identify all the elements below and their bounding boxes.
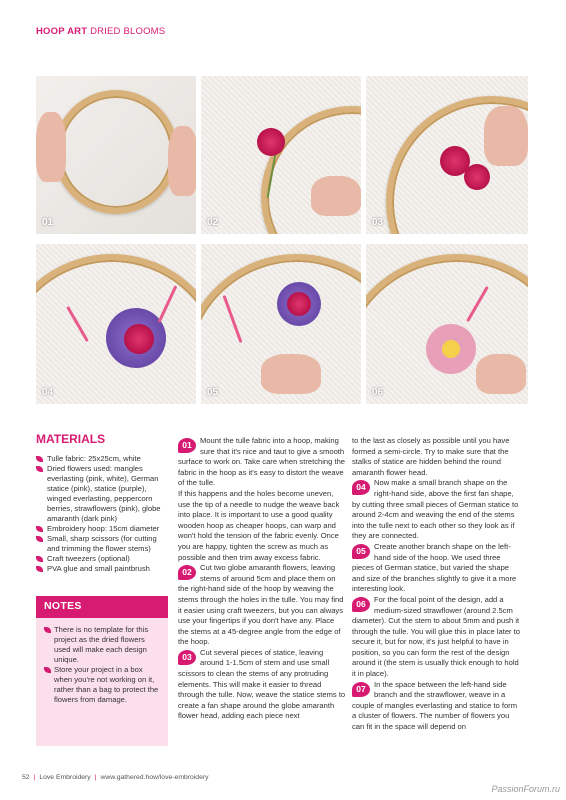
footer-url[interactable]: www.gathered.how/love-embroidery [100, 774, 209, 781]
photo-number: 01 [42, 217, 54, 228]
section-title: DRIED BLOOMS [90, 26, 166, 37]
watermark: PassionForum.ru [491, 784, 560, 794]
step-text: In the space between the left-hand side branch and the strawflower, weave in a couple of mangles everlasting and statice to form a cluster of flowers. The number of flowers you can fit in the space will depend on [352, 679, 518, 732]
hand-image [261, 354, 321, 394]
globe-amaranth-image [464, 164, 490, 190]
photo-number: 04 [42, 387, 54, 398]
hand-image [484, 106, 528, 166]
notes-box [36, 596, 168, 746]
leaf-icon [36, 566, 43, 572]
leaf-icon [44, 627, 51, 633]
list-item: There is no template for this project as the dried flowers used will make each design unique. [44, 625, 160, 665]
materials-list [36, 454, 168, 574]
separator: | [94, 774, 97, 781]
leaf-icon [36, 466, 43, 472]
photo-number: 02 [207, 217, 219, 228]
hand-image [311, 176, 361, 216]
list-item: Small, sharp scissors (for cutting and trimming the flower stems) [36, 534, 168, 554]
strawflower-image [426, 324, 476, 374]
photo-number: 06 [372, 387, 384, 398]
list-item: Dried flowers used: mangles everlasting (pink, white), German statice (pink), statice (purple), winged everlasting, peppercorn berries, strawflowers (pink), globe amaranth (dark pink) [36, 464, 168, 524]
photo-number: 05 [207, 387, 219, 398]
globe-amaranth-image [287, 292, 311, 316]
photo-step-02 [201, 76, 361, 234]
step-text: to the last as closely as possible until you have formed a semi-circle. Try to make sure that the stalks of statice are hidden behind the round amaranth flower head. [352, 436, 510, 477]
step-text: Now make a small branch shape on the right-hand side, above the first fan shape, by cutting three small pieces of German statice to around 2-4cm and weaving the end of the stems into the tulle next to each other so they look as if they are connected. [352, 478, 519, 541]
globe-amaranth-image [257, 128, 285, 156]
step-05 [352, 542, 520, 595]
section-label: HOOP ART [36, 26, 88, 37]
step-01 [178, 436, 346, 563]
step-number-badge: 02 [178, 565, 196, 580]
step-text: If this happens and the holes become uneven, use the tip of a needle to nudge the weave back into place. It is important to use a good quality wooden hoop as cheaper hoops, can warp and won't hold the tension of the fabric evenly. Once you are happy, tighten the screw as much as possible and then trim away excess fabric. [178, 488, 340, 562]
step-06 [352, 595, 520, 680]
leaf-icon [36, 556, 43, 562]
leaf-icon [36, 526, 43, 532]
step-number-badge: 07 [352, 682, 370, 697]
step-text: Create another branch shape on the left-hand side of the hoop. We used three pieces of German statice, but varied the shape and size of the branches slightly to give it a more interesting look. [352, 541, 517, 594]
list-item: Store your project in a box when you're not working on it, rather than a bag to protect the flowers from damage. [44, 665, 160, 705]
step-number-badge: 04 [352, 480, 370, 495]
leaf-icon [44, 667, 51, 673]
page-number: 52 [22, 774, 30, 781]
photo-step-01 [36, 76, 196, 234]
list-item: Embroidery hoop: 15cm diameter [36, 524, 168, 534]
globe-amaranth-image [124, 324, 154, 354]
hand-image [476, 354, 526, 394]
step-04 [352, 478, 520, 542]
step-text: Cut several pieces of statice, leaving around 1-1.5cm of stem and use small scissors to clean the stems of any protruding elements. This will make it easier to thread through the tulle. Now, weave the statice stems to create a fan shape around the globe amaranth flower head, adding each piece next [178, 647, 346, 721]
step-text: Mount the tulle fabric into a hoop, making sure that it's nice and taut to give a smooth surface to work on. Take care when stretching the fabric in the hoop as it's easy to distort the weave of the tulle. [178, 436, 346, 488]
notes-heading: NOTES [36, 596, 168, 618]
hoop-image [54, 90, 178, 214]
step-number-badge: 03 [178, 650, 196, 665]
hand-image [36, 112, 66, 182]
list-item: Tulle fabric: 25x25cm, white [36, 454, 168, 464]
materials-heading: MATERIALS [36, 432, 106, 446]
step-text: Cut two globe amaranth flowers, leaving stems of around 5cm and place them on the right-hand side of the hoop by weaving the stems through the holes in the tulle. You may find it easier using craft tweezers, but you can always use your fingertips if you don't have any. Place the stems at a 45-degree angle from the edge of the hoop. [178, 563, 344, 647]
leaf-icon [36, 536, 43, 542]
step-number-badge: 01 [178, 438, 196, 453]
photo-step-06 [366, 244, 528, 404]
photo-step-05 [201, 244, 361, 404]
magazine-name: Love Embroidery [39, 774, 91, 781]
photo-number: 03 [372, 217, 384, 228]
separator: | [33, 774, 36, 781]
leaf-icon [36, 456, 43, 462]
text-column-2 [352, 436, 520, 733]
step-02 [178, 563, 346, 648]
text-column-1 [178, 436, 346, 722]
step-number-badge: 06 [352, 597, 370, 612]
page-header [36, 26, 165, 37]
step-number-badge: 05 [352, 544, 370, 559]
step-text: For the focal point of the design, add a medium-sized strawflower (around 2.5cm diameter). Cut the stem to about 5mm and push it through the tulle. You will glue this in place later to secure it, but for now, it's just helpful to have in position, so you can form the rest of the design around it (the stem is usually thick enough to hold it in place). [352, 594, 521, 679]
page-footer [22, 774, 209, 781]
list-item: PVA glue and small paintbrush [36, 564, 168, 574]
photo-step-03 [366, 76, 528, 234]
list-item: Craft tweezers (optional) [36, 554, 168, 564]
hand-image [168, 126, 196, 196]
step-03 [178, 648, 346, 722]
photo-step-04 [36, 244, 196, 404]
step-07 [352, 680, 520, 733]
